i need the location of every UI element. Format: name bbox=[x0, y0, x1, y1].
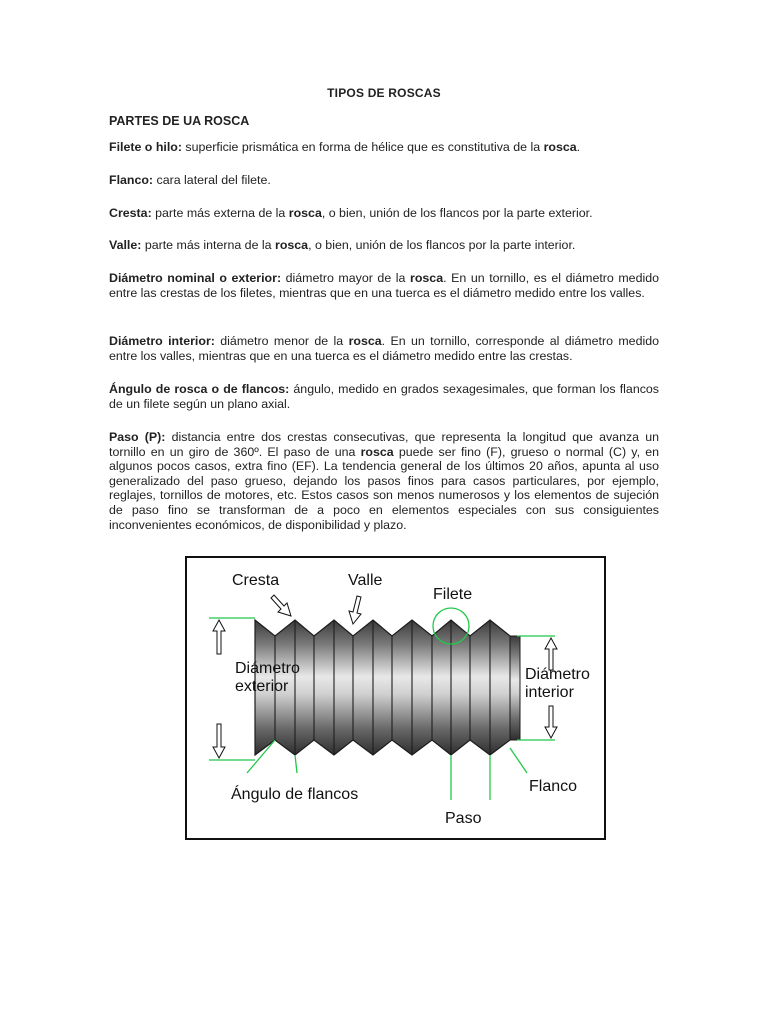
paragraph-diametro-interior: Diámetro interior: diámetro menor de la rosca. En un tornillo, corresponde al diámetro medido entre los valles, mientras que en una tuerca es el diámetro medido entre las crestas. bbox=[109, 334, 659, 363]
term: Valle: bbox=[109, 238, 142, 252]
term: Cresta: bbox=[109, 206, 152, 220]
arrow-down-left bbox=[213, 724, 225, 758]
arrow-cresta bbox=[271, 595, 291, 616]
arrow-valle bbox=[349, 596, 361, 624]
label-filete: Filete bbox=[433, 586, 473, 603]
paragraph-filete: Filete o hilo: superficie prismática en forma de hélice que es constitutiva de la rosca. bbox=[109, 140, 581, 154]
paragraph-valle: Valle: parte más interna de la rosca, o bien, unión de los flancos por la parte interior. bbox=[109, 238, 576, 252]
thread-diagram bbox=[185, 556, 606, 840]
paragraph-paso: Paso (P): distancia entre dos crestas consecutivas, que representa la longitud que avanza un tornillo en un giro de 360º. El paso de una rosca puede ser fino (F), grueso o normal (C) y, en algunos pocos casos, extra fino (EF). La tendencia general de los últimos 20 años, apunta al uso generalizado del paso grueso, dejando los pasos finos para casos particulares, por ejemplo, reglajes, tornillos de motores, etc. Estos casos son menos numerosos y los elementos de sujeción de paso fino se transforman de a poco en elementos especiales con sus consiguientes inconvenientes económicos, de disponibilidad y plazo. bbox=[109, 430, 659, 532]
section-heading: PARTES DE UA ROSCA bbox=[109, 114, 250, 128]
page-title: TIPOS DE ROSCAS bbox=[327, 86, 441, 100]
label-angulo-de-flancos: Ángulo de flancos bbox=[231, 786, 359, 803]
arrow-up-left bbox=[213, 620, 225, 654]
term: Diámetro nominal o exterior: bbox=[109, 271, 282, 285]
term: Diámetro interior: bbox=[109, 334, 215, 348]
paragraph-cresta: Cresta: parte más externa de la rosca, o bien, unión de los flancos por la parte exterior. bbox=[109, 206, 593, 220]
label-valle: Valle bbox=[348, 572, 383, 589]
label-diametro-interior: Diámetro interior bbox=[525, 666, 590, 701]
paragraph-flanco: Flanco: cara lateral del filete. bbox=[109, 173, 271, 187]
thread-end-cap bbox=[510, 636, 520, 740]
term: Flanco: bbox=[109, 173, 154, 187]
term: Paso (P): bbox=[109, 430, 166, 444]
label-flanco: Flanco bbox=[529, 778, 578, 795]
paragraph-angulo: Ángulo de rosca o de flancos: ángulo, medido en grados sexagesimales, que forman los flancos de un filete según un plano axial. bbox=[109, 382, 659, 411]
term: Filete o hilo: bbox=[109, 140, 182, 154]
term: Ángulo de rosca o de flancos: bbox=[109, 382, 290, 396]
paragraph-diametro-nominal: Diámetro nominal o exterior: diámetro mayor de la rosca. En un tornillo, es el diámetro medido entre las crestas de los filetes, mientras que en una tuerca es el diámetro medido entre los valles. bbox=[109, 271, 660, 300]
label-diametro-exterior: Diámetro exterior bbox=[235, 660, 300, 695]
label-paso: Paso bbox=[445, 810, 482, 827]
arrow-down-right bbox=[545, 706, 557, 738]
label-cresta: Cresta bbox=[232, 572, 280, 589]
